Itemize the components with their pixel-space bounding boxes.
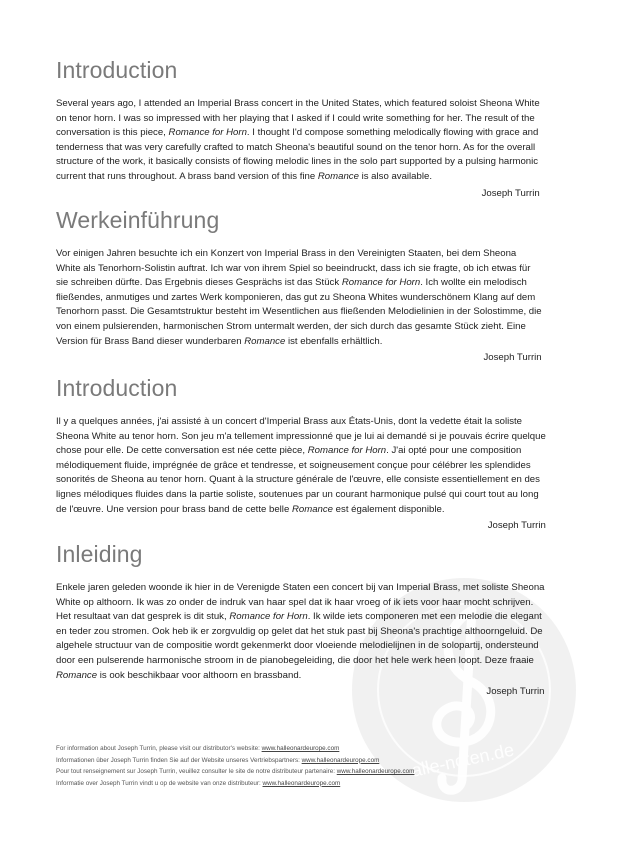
- section-text: [56, 97, 540, 185]
- text-line: sie schreiben dürfte. Das Ergebnis dieses Gesprächs ist das Stück Romance for Horn. Ich wollte ein melodisch: [56, 277, 527, 289]
- text-line: door een pulserende harmonische stroom in de pianobegeleiding, die door het hele werk heen loopt. Deze fraaie: [56, 654, 534, 666]
- signature: Joseph Turrin: [486, 686, 545, 698]
- text-line: conversation is this piece, Romance for Horn. I thought I'd compose something melodically flowing with grace and: [56, 127, 539, 139]
- text-line: Tenorhorn passt. Die Gesamtstruktur besteht im Wesentlichen aus fließenden Melodielinien in der Solostimme, die: [56, 306, 542, 318]
- text-line: de l'œuvre. Une version pour brass band de cette belle Romance est également disponible.: [56, 503, 445, 515]
- section-heading: Introduction: [56, 57, 178, 83]
- section-heading: Werkeinführung: [56, 207, 220, 233]
- text-line: current that runs throughout. A brass band version of this fine Romance is also available.: [56, 170, 432, 182]
- text-line: Enkele jaren geleden woonde ik hier in de Verenigde Staten een concert bij van Imperial Brass, met soliste Sheona: [56, 582, 545, 593]
- text-line: White als Tenorhorn-Solistin auftrat. Ich war von ihrem Spiel so beeindruckt, dass ich sie fragte, ob ich etwas für: [56, 262, 531, 274]
- text-line: Het resultaat van dat gesprek is dit stuk, Romance for Horn. Ik wilde iets componeren met een melodie die elegant: [56, 611, 542, 623]
- section-text: [56, 415, 546, 517]
- distributor-link[interactable]: www.halleonardeurope.com: [262, 779, 341, 787]
- text-line: tenderness that was very carefully crafted to match Sheona's beautiful sound on the tenor horn. As for the overall: [56, 141, 536, 153]
- text-line: chose pour elle. De cette conversation est née cette pièce, Romance for Horn. J'ai opté pour une composition: [56, 445, 522, 457]
- section-dutch: [56, 540, 545, 699]
- text-line: sonorités de Sheona au tenor horn. Quant à la structure générale de l'œuvre, elle consiste essentiellement en des: [56, 474, 540, 486]
- signature: Joseph Turrin: [481, 187, 540, 199]
- section-text: [56, 581, 545, 683]
- distributor-link[interactable]: www.halleonardeurope.com: [261, 745, 340, 752]
- text-line: algehele structuur van de compositie wordt gekenmerkt door vloeiende melodielijnen in de solopartij, ondersteund: [56, 640, 539, 652]
- footer-text: Informationen über Joseph Turrin finden Sie auf der Website unseres Vertriebspartners:: [56, 756, 302, 764]
- footer-line: [56, 778, 596, 790]
- section-heading: Introduction: [56, 375, 178, 401]
- footer-line: [56, 755, 596, 767]
- footer-info: [56, 743, 596, 789]
- section-german: [56, 206, 542, 365]
- footer-text: Pour tout renseignement sur Joseph Turrin, veuillez consulter le site de notre distributeur partenaire:: [56, 768, 337, 776]
- text-line: White op althoorn. Ik was zo onder de indruk van haar spel dat ik haar vroeg of ik iets voor haar mocht schrijven.: [56, 596, 534, 608]
- text-line: lignes mélodiques fluides dans la partie soliste, soutenues par un courant harmonique pulsé qui court tout au long: [56, 488, 539, 500]
- text-line: Il y a quelques années, j'ai assisté à un concert d'Imperial Brass aux États-Unis, dont la vedette était la soliste: [56, 416, 523, 427]
- signature: Joseph Turrin: [483, 352, 542, 364]
- text-line: von einem pulsierenden, harmonischen Strom untermalt werden, der sich durch das gesamte Stück zieht. Eine: [56, 320, 526, 332]
- watermark-text: alle-noten.de: [409, 739, 516, 781]
- section-french: [56, 374, 546, 533]
- text-line: structure of the work, it basically consists of flowing melodic lines in the solo part supported by a pulsing harmonic: [56, 156, 539, 168]
- footer-line: [56, 743, 596, 755]
- text-line: Several years ago, I attended an Imperial Brass concert in the United States, which featured soloist Sheona White: [56, 98, 540, 109]
- section-heading: Inleiding: [56, 541, 143, 567]
- distributor-link[interactable]: www.halleonardeurope.com: [336, 768, 415, 776]
- distributor-link[interactable]: www.halleonardeurope.com: [301, 756, 380, 764]
- text-line: fließendes, anmutiges und zartes Werk komponieren, das gut zu Sheona Whites wunderschönem Klang auf dem: [56, 291, 536, 303]
- text-line: Vor einigen Jahren besuchte ich ein Konzert von Imperial Brass in den Vereinigten Staaten, bei dem Sheona: [56, 248, 517, 259]
- signature: Joseph Turrin: [487, 520, 546, 532]
- text-line: Version für Brass Band dieser wunderbaren Romance ist ebenfalls erhältlich.: [56, 335, 383, 347]
- section-english: [56, 56, 540, 201]
- text-line: en teder zou stromen. Ook heb ik er zorgvuldig op gelet dat het stuk past bij Sheona's prachtige althoorngeluid. De: [56, 625, 543, 637]
- text-line: Sheona White au tenor horn. Son jeu m'a tellement impressionné que je lui ai demandé si je pouvais écrire quelque: [56, 430, 546, 442]
- footer-text: For information about Joseph Turrin, please visit our distributor's website:: [56, 745, 262, 752]
- footer-line: [56, 766, 596, 778]
- section-text: [56, 247, 542, 349]
- footer-text: Informatie over Joseph Turrin vindt u op de website van onze distributeur:: [56, 779, 263, 787]
- text-line: mélodiquement fluide, imprégnée de grâce et tendresse, et soigneusement conçue pour célébrer les splendides: [56, 459, 531, 471]
- text-line: on tenor horn. I was so impressed with her playing that I asked if I could write something for her. The result of the: [56, 112, 535, 124]
- text-line: Romance is ook beschikbaar voor althoorn en brassband.: [56, 669, 302, 681]
